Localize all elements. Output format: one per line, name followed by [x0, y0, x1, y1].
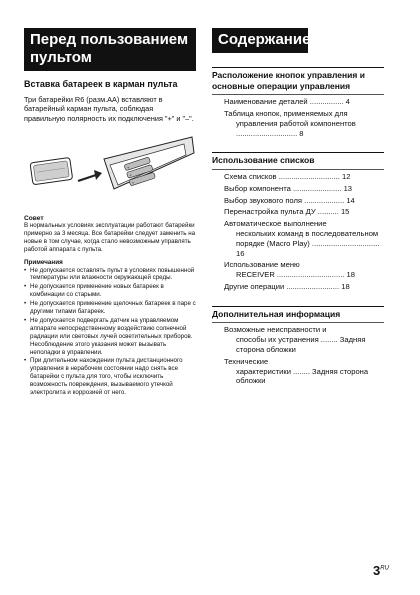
note-item: • Не допускается применение щелочных батареек в паре с другими типами батареек. [24, 300, 196, 316]
svg-text:+: + [126, 164, 130, 170]
left-column [24, 28, 196, 398]
battery-insertion-illustration [24, 129, 196, 211]
toc-section-title: Расположение кнопок управления и основные операции управления [212, 67, 384, 91]
notes-list [24, 267, 196, 398]
toc-entry[interactable]: Перенастройка пульта ДУ .......... 15 [224, 207, 350, 217]
toc-section-title: Дополнительная информация [212, 306, 384, 320]
toc-entry[interactable]: Использование меню RECEIVER ................................ 18 [224, 260, 356, 280]
toc-entry[interactable]: Технические характеристики ........ Задняя сторона обложки [224, 356, 369, 386]
note-item: • При длительном нахождении пульта дистанционного управления в нерабочем состоянии надо снять все батарейки с пульта для того, чтобы исключить возможность повреждения, вызываемого утечкой электролита и коррозией от него. [24, 357, 183, 397]
bullet-icon: • [24, 300, 27, 308]
note-item: • Не допускается применение новых батареек в комбинации со старыми. [24, 283, 164, 299]
battery-intro: Три батарейки R6 (разм.АА) вставляют в батарейный карман пульта, соблюдая правильную полярность их подключения "+" и "–". [24, 95, 194, 123]
divider [212, 94, 384, 95]
toc-section-controls [212, 67, 384, 138]
tip-text: В нормальных условиях эксплуатации работают батарейки примерно за 3 месяца. Все батарейки следует заменить на новые в том случае, когда стало невозможным управлять работой аппарата с пульта. [24, 221, 196, 253]
section-banner-left: Перед пользованием пультом [24, 28, 196, 71]
remote-control-body [104, 137, 194, 189]
svg-text:+: + [131, 179, 135, 186]
toc-entry[interactable]: Возможные неисправности и способы их устранения ........ Задняя сторона обложки [224, 325, 366, 354]
toc-entry[interactable]: Таблица кнопок, применяемых для управления работой компонентов ............................. 8 [224, 108, 356, 138]
toc-entry[interactable]: Схема списков ............................. 12 [224, 171, 351, 181]
divider [212, 322, 384, 323]
svg-text:+: + [128, 172, 133, 178]
toc-entry[interactable]: Другие операции ......................... 18 [224, 281, 350, 291]
arrow-icon [78, 170, 102, 181]
note-item: • Не допускается оставлять пульт в условиях повышенной температуры или влажности окружающей среды. [24, 266, 195, 282]
tip-title: Совет [24, 214, 44, 222]
toc-section-additional [212, 306, 384, 386]
toc-entry[interactable]: Выбор компонента ....................... 13 [224, 183, 353, 193]
toc-section-lists [212, 152, 384, 291]
bullet-icon: • [24, 316, 27, 324]
battery-cover [30, 157, 73, 184]
right-column [212, 28, 384, 386]
toc-entry[interactable]: Наименование деталей ................ 4 [224, 97, 350, 107]
bullet-icon: • [24, 266, 27, 274]
toc-entry[interactable]: Выбор звукового поля ................... 14 [224, 195, 355, 205]
page-number: $3^{RU}$ [373, 563, 389, 578]
section-banner-right: Содержание [212, 28, 308, 53]
notes-title: Примечания [24, 258, 63, 266]
note-item: • Не допускается подвергать датчик на управляемом аппарате непосредственному воздействию солнечной радиации или световых лучей осветительных приборов. Несоблюдение этого указания может вызывать неполадки в управлении. [24, 316, 193, 356]
bullet-icon: • [24, 357, 27, 365]
battery-heading: Вставка батареек в карман пульта [24, 79, 178, 89]
toc-section-title: Использование списков [212, 152, 384, 166]
divider [212, 169, 384, 170]
toc-entry[interactable]: Автоматическое выполнение нескольких команд в последовательном порядке (Macro Play) ................................ 16 [224, 219, 380, 258]
bullet-icon: • [24, 283, 27, 291]
